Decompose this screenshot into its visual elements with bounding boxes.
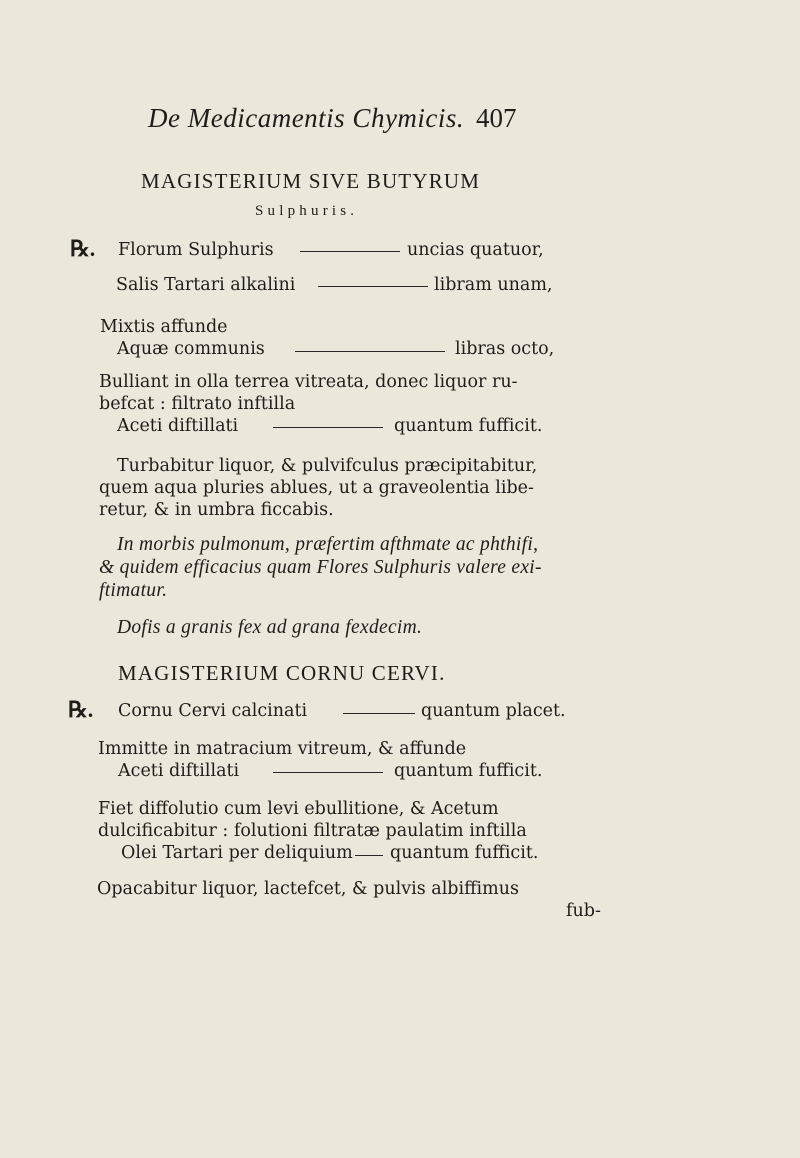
ingredient-aceti-distillati: Aceti diftillati [118,761,240,781]
page-number: 407 [476,103,517,133]
ingredient-aquae-communis: Aquæ communis [117,339,265,359]
amount-quantum-sufficit: quantum fufficit. [390,843,539,863]
amount-quantum-sufficit: quantum fufficit. [394,761,543,781]
usage-line2: & quidem efficacius quam Flores Sulphuris valere exi- [99,557,542,578]
ingredient-aceti-distillati: Aceti diftillati [117,416,239,436]
amount-libras-octo: libras octo, [455,339,555,359]
text-turbabitur-line2: quem aqua pluries ablues, ut a graveolentia libe- [99,478,534,498]
ingredient-cornu-cervi: Cornu Cervi calcinati [118,701,308,721]
catchword: fub- [566,901,601,921]
text-turbabitur-line3: retur, & in umbra ficcabis. [99,500,334,520]
text-fiet-line2: dulcificabitur : folutioni filtratæ paulatim inftilla [98,821,527,841]
dash-rule [300,251,400,252]
text-opacabitur: Opacabitur liquor, lactefcet, & pulvis albiffimus [97,879,519,899]
usage-line3: ftimatur. [99,580,168,601]
ingredient-olei-tartari: Olei Tartari per deliquium [121,843,353,863]
recipe-symbol: ℞. [70,236,96,261]
section-title-butyrum: MAGISTERIUM SIVE BUTYRUM [141,169,481,193]
recipe-symbol: ℞. [68,697,94,722]
amount-uncias-quatuor: uncias quatuor, [407,240,544,260]
text-immitte: Immitte in matracium vitreum, & affunde [98,739,467,759]
dash-rule [273,772,383,773]
text-fiet-line1: Fiet diffolutio cum levi ebullitione, & Acetum [98,799,499,819]
dash-rule [295,351,445,352]
text-bulliant-line2: befcat : filtrato inftilla [99,394,296,414]
mix-intro: Mixtis affunde [100,317,228,337]
text-bulliant-line1: Bulliant in olla terrea vitreata, donec liquor ru- [99,372,518,392]
section-title-cornu-cervi: MAGISTERIUM CORNU CERVI. [118,661,446,685]
dash-rule [343,713,415,714]
ingredient-florum-sulphuris: Florum Sulphuris [118,240,274,260]
amount-libram-unam: libram unam, [434,275,553,295]
running-title: De Medicamentis Chymicis. [148,103,465,133]
dash-rule [318,286,428,287]
dash-rule [273,427,383,428]
amount-quantum-sufficit: quantum fufficit. [394,416,543,436]
ingredient-salis-tartari: Salis Tartari alkalini [116,275,296,295]
section-subtitle-sulphuris: Sulphuris. [255,203,359,219]
usage-line1: In morbis pulmonum, præfertim afthmate ac phthifi, [117,534,539,555]
text-turbabitur-line1: Turbabitur liquor, & pulvifculus præcipitabitur, [117,456,538,476]
dose-line: Dofis a granis fex ad grana fexdecim. [117,617,423,638]
dash-rule [355,855,383,856]
amount-quantum-placet: quantum placet. [421,701,566,721]
